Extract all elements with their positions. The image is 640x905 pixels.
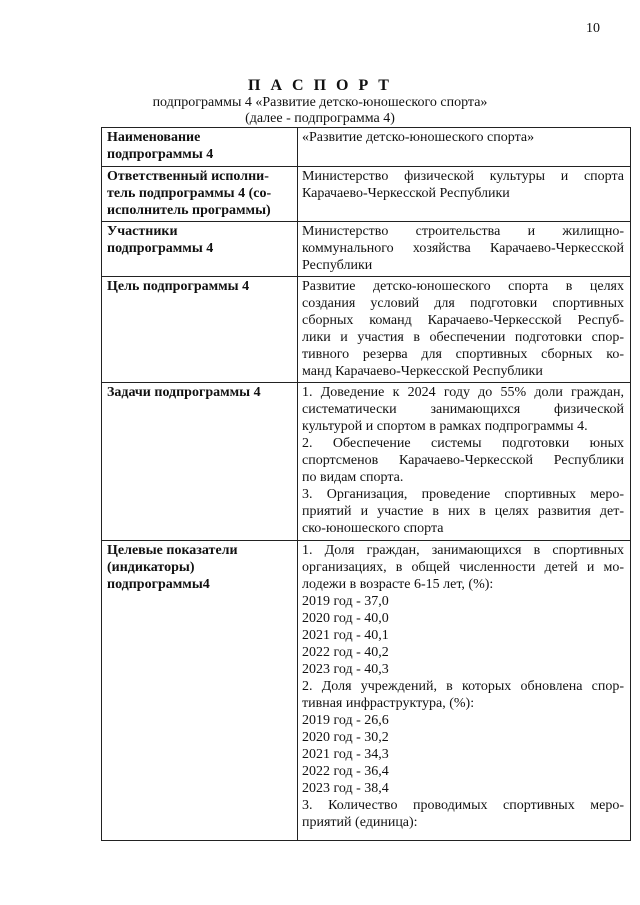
- value-line: тивная инфраструктура, (%):: [302, 696, 475, 711]
- label-line: исполнитель программы): [107, 203, 271, 218]
- row-label: [102, 277, 298, 383]
- value-line: 2019 год - 26,6: [302, 713, 389, 728]
- value-line: культурой и спортом в рамках подпрограммы 4.: [302, 419, 588, 434]
- table-row: [102, 541, 631, 841]
- value-line: ско-юношеского спорта: [302, 521, 444, 536]
- value-line: приятий и участие в них в целях развития дет-: [302, 504, 624, 519]
- value-line: Республики: [302, 258, 373, 273]
- label-line: Целевые показатели: [107, 543, 238, 558]
- passport-table: [101, 127, 631, 841]
- row-value: [298, 383, 631, 541]
- value-line: 1. Доведение к 2024 году до 55% доли граждан,: [302, 385, 624, 400]
- document-subtitle: подпрограммы 4 «Развитие детско-юношеского спорта»: [152, 95, 488, 110]
- label-line: подпрограммы 4: [107, 147, 214, 162]
- value-line: 2023 год - 38,4: [302, 781, 389, 796]
- value-line: тивного резерва для спортивных сборных ко-: [302, 347, 624, 362]
- value-line: «Развитие детско-юношеского спорта»: [302, 130, 535, 145]
- value-line: 2019 год - 37,0: [302, 594, 389, 609]
- value-line: Развитие детско-юношеского спорта в целях: [302, 279, 624, 294]
- row-value: [298, 541, 631, 841]
- value-line: 2022 год - 40,2: [302, 645, 389, 660]
- row-value: [298, 277, 631, 383]
- value-line: 2021 год - 40,1: [302, 628, 389, 643]
- label-line: Ответственный исполни-: [107, 169, 269, 184]
- row-label: [102, 167, 298, 222]
- value-line: 2023 год - 40,3: [302, 662, 389, 677]
- row-label: [102, 128, 298, 167]
- value-line: 2. Обеспечение системы подготовки юных: [302, 436, 624, 451]
- value-line: Карачаево-Черкесской Республики: [302, 186, 510, 201]
- value-line: лики и участия в обеспечении подготовки спор-: [302, 330, 624, 345]
- row-label: [102, 222, 298, 277]
- label-line: подпрограммы4: [107, 577, 210, 592]
- row-value: [298, 167, 631, 222]
- label-line: Цель подпрограммы 4: [107, 279, 250, 294]
- value-line: 2022 год - 36,4: [302, 764, 389, 779]
- value-line: организациях, в общей численности детей и мо-: [302, 560, 624, 575]
- label-line: тель подпрограммы 4 (со-: [107, 186, 272, 201]
- label-line: Задачи подпрограммы 4: [107, 385, 261, 400]
- value-line: 3. Организация, проведение спортивных меро-: [302, 487, 624, 502]
- value-line: 2021 год - 34,3: [302, 747, 389, 762]
- row-value: [298, 128, 631, 167]
- label-line: (индикаторы): [107, 560, 195, 575]
- row-label: [102, 383, 298, 541]
- value-line: коммунального хозяйства Карачаево-Черкесской: [302, 241, 624, 256]
- table-row: [102, 277, 631, 383]
- value-line: 2. Доля учреждений, в которых обновлена спор-: [302, 679, 624, 694]
- value-line: 3. Количество проводимых спортивных меро-: [302, 798, 624, 813]
- value-line: манд Карачаево-Черкесской Республики: [302, 364, 543, 379]
- table-row: [102, 222, 631, 277]
- document-subtitle-note: (далее - подпрограмма 4): [245, 111, 395, 126]
- label-line: подпрограммы 4: [107, 241, 214, 256]
- value-line: Министерство физической культуры и спорта: [302, 169, 624, 184]
- value-line: приятий (единица):: [302, 815, 418, 830]
- value-line: сборных команд Карачаево-Черкесской Респуб-: [302, 313, 624, 328]
- value-line: систематически занимающихся физической: [302, 402, 624, 417]
- value-line: Министерство строительства и жилищно-: [302, 224, 624, 239]
- value-line: 2020 год - 30,2: [302, 730, 389, 745]
- value-line: 1. Доля граждан, занимающихся в спортивных: [302, 543, 624, 558]
- value-line: спортсменов Карачаево-Черкесской Республики: [302, 453, 624, 468]
- table-row: [102, 128, 631, 167]
- value-line: лодежи в возрасте 6-15 лет, (%):: [302, 577, 494, 592]
- label-line: Наименование: [107, 130, 201, 145]
- table-row: [102, 167, 631, 222]
- label-line: Участники: [107, 224, 178, 239]
- table-row: [102, 383, 631, 541]
- row-label: [102, 541, 298, 841]
- page-number: 10: [586, 21, 600, 36]
- row-value: [298, 222, 631, 277]
- document-title: П А С П О Р Т: [248, 77, 392, 94]
- value-line: по видам спорта.: [302, 470, 404, 485]
- value-line: создания условий для подготовки спортивных: [302, 296, 624, 311]
- value-line: 2020 год - 40,0: [302, 611, 389, 626]
